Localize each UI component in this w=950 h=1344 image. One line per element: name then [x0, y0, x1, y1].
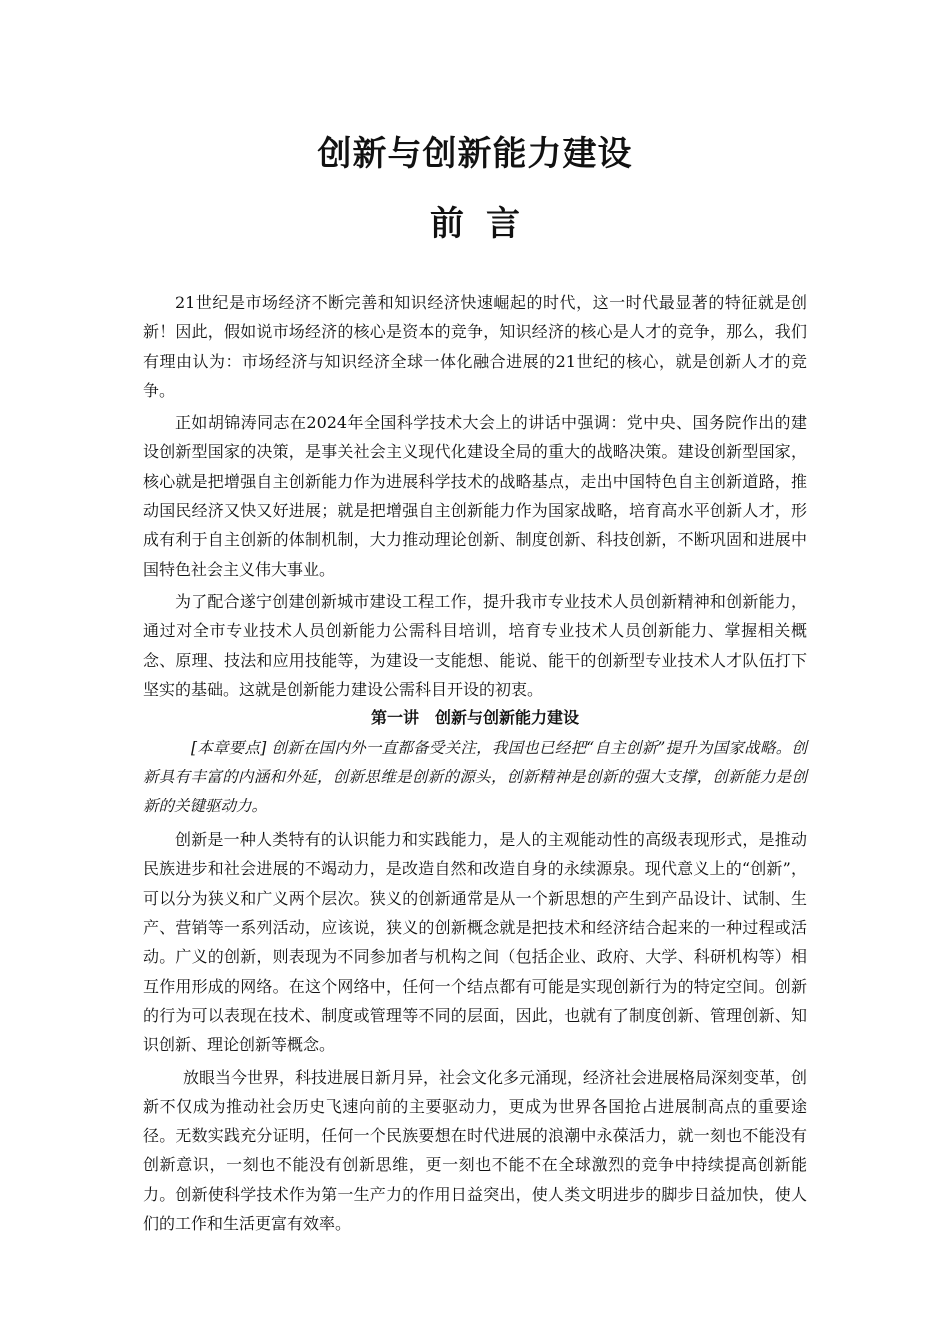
chapter-paragraph-1: 创新是一种人类特有的认识能力和实践能力，是人的主观能动性的高级表现形式，是推动民族进步和社会进展的不竭动力，是改造自然和改造自身的永续源泉。现代意义上的“创新”，可以分为狭义和广义两个层次。狭义的创新通常是从一个新思想的产生到产品设计、试制、生产、营销等一系列活动，应该说，狭义的创新概念就是把技术和经济结合起来的一种过程或活动。广义的创新，则表现为不同参加者与机构之间（包括企业、政府、大学、科研机构等）相互作用形成的网络。在这个网络中，任何一个结点都有可能是实现创新行为的特定空间。创新的行为可以表现在技术、制度或管理等不同的层面，因此，也就有了制度创新、管理创新、知识创新、理论创新等概念。 — [143, 830, 807, 1055]
document-title: 创新与创新能力建设 — [317, 134, 633, 174]
key-points-text: 创新在国内外一直都备受关注，我国也已经把“自主创新”提升为国家战略。创新具有丰富的内涵和外延，创新思维是创新的源头，创新精神是创新的强大支撑，创新能力是创新的关键驱动力。 — [143, 739, 807, 816]
chapter-paragraph-2: 放眼当今世界，科技进展日新月异，社会文化多元涌现，经济社会进展格局深刻变革，创新不仅成为推动社会历史飞速向前的主要驱动力，更成为世界各国抢占进展制高点的重要途径。无数实践充分证明，任何一个民族要想在时代进展的浪潮中永葆活力，就一刻也不能没有创新意识，一刻也不能没有创新思维，更一刻也不能不在全球激烈的竞争中持续提高创新能力。创新使科学技术作为第一生产力的作用日益突出，使人类文明进步的脚步日益加快，使人们的工作和生活更富有效率。 — [143, 1067, 808, 1234]
document-body — [143, 288, 807, 1238]
key-points-label: [本章要点] — [191, 739, 267, 758]
chapter-key-points — [143, 734, 807, 821]
preface-paragraph-3: 为了配合遂宁创建创新城市建设工程工作，提升我市专业技术人员创新精神和创新能力，通过对全市专业技术人员创新能力公需科目培训，培育专业技术人员创新能力、掌握相关概念、原理、技法和应用技能等，为建设一支能想、能说、能干的创新型专业技术人才队伍打下坚实的基础。这就是创新能力建设公需科目开设的初衷。 — [143, 591, 807, 699]
lecture-heading: 第一讲 创新与创新能力建设 — [370, 708, 579, 728]
preface-paragraph-2: 正如胡锦涛同志在2024年全国科学技术大会上的讲话中强调：党中央、国务院作出的建设创新型国家的决策，是事关社会主义现代化建设全局的重大的战略决策。建设创新型国家，核心就是把增强自主创新能力作为进展科学技术的战略基点，走出中国特色自主创新道路，推动国民经济又快又好进展；就是把增强自主创新能力作为国家战略，培育高水平创新人才，形成有利于自主创新的体制机制，大力推动理论创新、制度创新、科技创新，不断巩固和进展中国特色社会主义伟大事业。 — [143, 413, 807, 579]
preface-heading: 前言 — [430, 204, 542, 244]
preface-paragraph-1: 21世纪是市场经济不断完善和知识经济快速崛起的时代，这一时代最显著的特征就是创新！因此，假如说市场经济的核心是资本的竞争，知识经济的核心是人才的竞争，那么，我们有理由认为：市场经济与知识经济全球一体化融合进展的21世纪的核心，就是创新人才的竞争。 — [143, 293, 807, 400]
